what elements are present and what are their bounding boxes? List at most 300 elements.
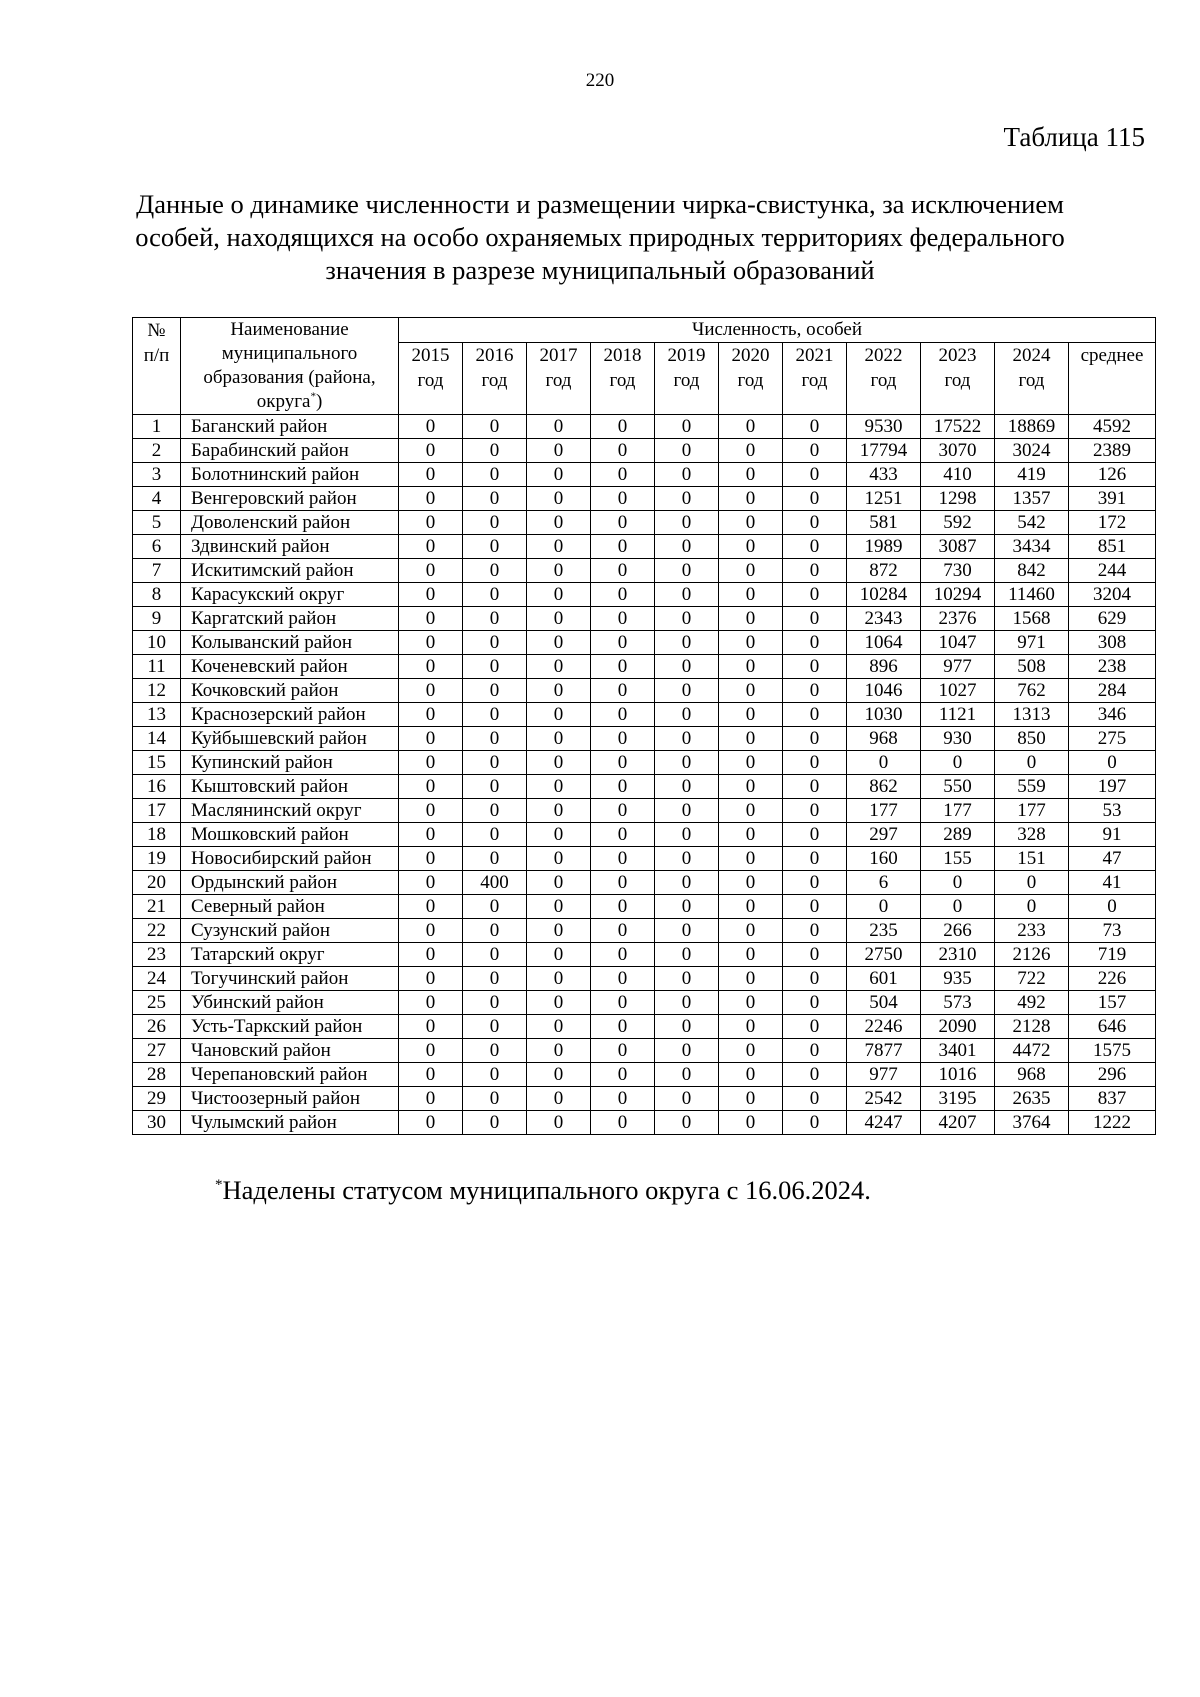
row-value: 3434 bbox=[995, 535, 1069, 559]
row-value: 0 bbox=[527, 847, 591, 871]
row-number: 24 bbox=[133, 967, 181, 991]
row-value: 0 bbox=[719, 967, 783, 991]
row-value: 0 bbox=[527, 679, 591, 703]
row-value: 297 bbox=[847, 823, 921, 847]
row-value: 0 bbox=[527, 583, 591, 607]
row-average: 275 bbox=[1069, 727, 1156, 751]
row-value: 0 bbox=[847, 751, 921, 775]
table-row bbox=[133, 631, 1156, 655]
row-value: 2750 bbox=[847, 943, 921, 967]
row-value: 0 bbox=[591, 655, 655, 679]
row-value: 1027 bbox=[921, 679, 995, 703]
row-value: 0 bbox=[399, 943, 463, 967]
row-value: 328 bbox=[995, 823, 1069, 847]
row-number: 16 bbox=[133, 775, 181, 799]
row-value: 0 bbox=[783, 967, 847, 991]
row-value: 0 bbox=[463, 919, 527, 943]
row-number: 23 bbox=[133, 943, 181, 967]
row-value: 6 bbox=[847, 871, 921, 895]
row-value: 0 bbox=[783, 1015, 847, 1039]
row-name: Черепановский район bbox=[181, 1063, 399, 1087]
row-value: 0 bbox=[655, 871, 719, 895]
row-name: Барабинский район bbox=[181, 439, 399, 463]
row-value: 0 bbox=[527, 895, 591, 919]
row-value: 0 bbox=[591, 1039, 655, 1063]
row-name: Кыштовский район bbox=[181, 775, 399, 799]
row-value: 0 bbox=[655, 679, 719, 703]
row-value: 0 bbox=[399, 463, 463, 487]
row-value: 3087 bbox=[921, 535, 995, 559]
row-average: 2389 bbox=[1069, 439, 1156, 463]
row-average: 4592 bbox=[1069, 415, 1156, 439]
row-value: 0 bbox=[719, 655, 783, 679]
row-name: Убинский район bbox=[181, 991, 399, 1015]
header-average: среднее bbox=[1069, 342, 1156, 414]
row-value: 0 bbox=[527, 799, 591, 823]
table-row bbox=[133, 1111, 1156, 1135]
row-value: 0 bbox=[399, 511, 463, 535]
row-value: 0 bbox=[591, 943, 655, 967]
table-row bbox=[133, 535, 1156, 559]
row-value: 0 bbox=[527, 631, 591, 655]
row-name: Кочковский район bbox=[181, 679, 399, 703]
row-value: 9530 bbox=[847, 415, 921, 439]
row-value: 177 bbox=[995, 799, 1069, 823]
row-value: 0 bbox=[783, 487, 847, 511]
row-value: 0 bbox=[463, 607, 527, 631]
row-value: 0 bbox=[399, 631, 463, 655]
table-title bbox=[120, 188, 1080, 287]
row-value: 0 bbox=[719, 919, 783, 943]
row-value: 0 bbox=[591, 535, 655, 559]
row-value: 0 bbox=[463, 1015, 527, 1039]
row-value: 0 bbox=[655, 823, 719, 847]
row-average: 346 bbox=[1069, 703, 1156, 727]
row-value: 0 bbox=[463, 439, 527, 463]
table-row bbox=[133, 415, 1156, 439]
row-average: 47 bbox=[1069, 847, 1156, 871]
row-number: 14 bbox=[133, 727, 181, 751]
row-value: 0 bbox=[463, 943, 527, 967]
row-value: 0 bbox=[399, 871, 463, 895]
row-value: 11460 bbox=[995, 583, 1069, 607]
row-average: 308 bbox=[1069, 631, 1156, 655]
row-value: 0 bbox=[591, 511, 655, 535]
row-value: 18869 bbox=[995, 415, 1069, 439]
table-row bbox=[133, 775, 1156, 799]
row-name: Искитимский район bbox=[181, 559, 399, 583]
row-value: 233 bbox=[995, 919, 1069, 943]
row-value: 0 bbox=[463, 535, 527, 559]
row-average: 851 bbox=[1069, 535, 1156, 559]
row-value: 1046 bbox=[847, 679, 921, 703]
row-value: 730 bbox=[921, 559, 995, 583]
row-value: 0 bbox=[655, 511, 719, 535]
row-value: 0 bbox=[783, 1039, 847, 1063]
row-number: 5 bbox=[133, 511, 181, 535]
row-value: 0 bbox=[591, 1087, 655, 1111]
row-number: 20 bbox=[133, 871, 181, 895]
row-value: 1313 bbox=[995, 703, 1069, 727]
row-value: 289 bbox=[921, 823, 995, 847]
row-number: 21 bbox=[133, 895, 181, 919]
row-value: 0 bbox=[527, 871, 591, 895]
row-value: 0 bbox=[527, 439, 591, 463]
row-value: 0 bbox=[399, 1087, 463, 1111]
row-value: 0 bbox=[591, 967, 655, 991]
row-value: 0 bbox=[527, 967, 591, 991]
row-value: 0 bbox=[655, 1087, 719, 1111]
row-value: 0 bbox=[527, 1015, 591, 1039]
row-value: 0 bbox=[719, 1111, 783, 1135]
row-value: 0 bbox=[591, 439, 655, 463]
header-year-2022: 2022 год bbox=[847, 342, 921, 414]
row-number: 30 bbox=[133, 1111, 181, 1135]
row-value: 0 bbox=[463, 703, 527, 727]
row-value: 0 bbox=[527, 1111, 591, 1135]
row-value: 0 bbox=[995, 751, 1069, 775]
row-value: 433 bbox=[847, 463, 921, 487]
row-value: 0 bbox=[527, 415, 591, 439]
row-value: 0 bbox=[399, 1063, 463, 1087]
row-value: 0 bbox=[783, 535, 847, 559]
row-value: 0 bbox=[655, 799, 719, 823]
row-value: 7877 bbox=[847, 1039, 921, 1063]
row-number: 9 bbox=[133, 607, 181, 631]
row-average: 837 bbox=[1069, 1087, 1156, 1111]
table-row bbox=[133, 583, 1156, 607]
row-value: 1568 bbox=[995, 607, 1069, 631]
row-value: 0 bbox=[783, 871, 847, 895]
row-value: 581 bbox=[847, 511, 921, 535]
row-average: 172 bbox=[1069, 511, 1156, 535]
row-value: 0 bbox=[463, 463, 527, 487]
row-value: 0 bbox=[463, 631, 527, 655]
row-value: 0 bbox=[719, 511, 783, 535]
row-value: 0 bbox=[399, 1111, 463, 1135]
row-average: 284 bbox=[1069, 679, 1156, 703]
row-average: 238 bbox=[1069, 655, 1156, 679]
row-value: 0 bbox=[463, 895, 527, 919]
row-value: 0 bbox=[527, 1087, 591, 1111]
row-value: 0 bbox=[463, 1039, 527, 1063]
row-average: 3204 bbox=[1069, 583, 1156, 607]
row-value: 0 bbox=[527, 991, 591, 1015]
row-value: 0 bbox=[719, 559, 783, 583]
row-value: 151 bbox=[995, 847, 1069, 871]
row-value: 2128 bbox=[995, 1015, 1069, 1039]
row-value: 0 bbox=[591, 1015, 655, 1039]
row-value: 0 bbox=[527, 463, 591, 487]
footnote-text: Наделены статусом муниципального округа с 16.06.2024. bbox=[222, 1175, 871, 1205]
row-value: 0 bbox=[719, 631, 783, 655]
row-value: 0 bbox=[655, 1063, 719, 1087]
row-value: 2343 bbox=[847, 607, 921, 631]
row-value: 0 bbox=[527, 607, 591, 631]
row-value: 0 bbox=[463, 487, 527, 511]
row-value: 0 bbox=[719, 775, 783, 799]
row-value: 0 bbox=[847, 895, 921, 919]
row-value: 930 bbox=[921, 727, 995, 751]
row-name: Болотнинский район bbox=[181, 463, 399, 487]
row-value: 0 bbox=[399, 823, 463, 847]
row-value: 0 bbox=[655, 439, 719, 463]
row-value: 0 bbox=[655, 559, 719, 583]
row-number: 10 bbox=[133, 631, 181, 655]
row-average: 629 bbox=[1069, 607, 1156, 631]
row-value: 0 bbox=[463, 1111, 527, 1135]
row-value: 0 bbox=[591, 559, 655, 583]
row-number: 12 bbox=[133, 679, 181, 703]
row-value: 550 bbox=[921, 775, 995, 799]
row-value: 0 bbox=[399, 1015, 463, 1039]
row-value: 0 bbox=[719, 847, 783, 871]
row-value: 0 bbox=[655, 631, 719, 655]
row-value: 0 bbox=[527, 1039, 591, 1063]
row-value: 0 bbox=[783, 823, 847, 847]
row-value: 0 bbox=[719, 439, 783, 463]
row-value: 0 bbox=[463, 847, 527, 871]
row-value: 896 bbox=[847, 655, 921, 679]
header-year-2023: 2023 год bbox=[921, 342, 995, 414]
row-value: 0 bbox=[463, 1063, 527, 1087]
row-value: 1016 bbox=[921, 1063, 995, 1087]
row-value: 0 bbox=[591, 631, 655, 655]
row-value: 0 bbox=[399, 967, 463, 991]
row-value: 0 bbox=[463, 655, 527, 679]
row-value: 0 bbox=[719, 679, 783, 703]
table-row bbox=[133, 967, 1156, 991]
row-value: 0 bbox=[783, 1087, 847, 1111]
row-value: 0 bbox=[655, 1015, 719, 1039]
row-value: 2376 bbox=[921, 607, 995, 631]
row-value: 0 bbox=[719, 703, 783, 727]
row-value: 971 bbox=[995, 631, 1069, 655]
row-number: 25 bbox=[133, 991, 181, 1015]
row-value: 0 bbox=[463, 991, 527, 1015]
row-average: 646 bbox=[1069, 1015, 1156, 1039]
row-number: 6 bbox=[133, 535, 181, 559]
row-value: 0 bbox=[399, 487, 463, 511]
row-value: 17522 bbox=[921, 415, 995, 439]
row-name: Ордынский район bbox=[181, 871, 399, 895]
row-average: 296 bbox=[1069, 1063, 1156, 1087]
row-value: 0 bbox=[399, 415, 463, 439]
row-value: 0 bbox=[655, 655, 719, 679]
row-value: 0 bbox=[719, 991, 783, 1015]
row-value: 0 bbox=[527, 823, 591, 847]
row-value: 0 bbox=[399, 799, 463, 823]
row-value: 0 bbox=[591, 871, 655, 895]
table-row bbox=[133, 463, 1156, 487]
header-group: Численность, особей bbox=[399, 318, 1156, 343]
row-value: 592 bbox=[921, 511, 995, 535]
row-value: 1989 bbox=[847, 535, 921, 559]
header-year-2021: 2021 год bbox=[783, 342, 847, 414]
row-number: 2 bbox=[133, 439, 181, 463]
row-value: 0 bbox=[655, 703, 719, 727]
table-row bbox=[133, 799, 1156, 823]
row-name: Мошковский район bbox=[181, 823, 399, 847]
row-average: 53 bbox=[1069, 799, 1156, 823]
row-value: 0 bbox=[719, 751, 783, 775]
row-value: 4247 bbox=[847, 1111, 921, 1135]
row-value: 0 bbox=[719, 463, 783, 487]
row-value: 1298 bbox=[921, 487, 995, 511]
row-value: 0 bbox=[783, 655, 847, 679]
row-value: 0 bbox=[527, 559, 591, 583]
row-name: Венгеровский район bbox=[181, 487, 399, 511]
row-value: 0 bbox=[463, 583, 527, 607]
row-name: Куйбышевский район bbox=[181, 727, 399, 751]
row-value: 0 bbox=[527, 919, 591, 943]
row-value: 0 bbox=[921, 895, 995, 919]
row-value: 10284 bbox=[847, 583, 921, 607]
table-row bbox=[133, 703, 1156, 727]
row-value: 0 bbox=[527, 775, 591, 799]
row-value: 2635 bbox=[995, 1087, 1069, 1111]
row-value: 0 bbox=[591, 895, 655, 919]
table-row bbox=[133, 1015, 1156, 1039]
row-value: 0 bbox=[399, 583, 463, 607]
header-year-2024: 2024 год bbox=[995, 342, 1069, 414]
row-value: 722 bbox=[995, 967, 1069, 991]
table-row bbox=[133, 871, 1156, 895]
row-value: 0 bbox=[719, 895, 783, 919]
row-value: 0 bbox=[527, 511, 591, 535]
row-average: 1575 bbox=[1069, 1039, 1156, 1063]
row-value: 935 bbox=[921, 967, 995, 991]
row-value: 0 bbox=[655, 919, 719, 943]
row-value: 0 bbox=[719, 1015, 783, 1039]
row-value: 0 bbox=[399, 439, 463, 463]
row-average: 244 bbox=[1069, 559, 1156, 583]
row-value: 0 bbox=[719, 535, 783, 559]
row-value: 177 bbox=[847, 799, 921, 823]
row-value: 862 bbox=[847, 775, 921, 799]
title-line-2: особей, находящихся на особо охраняемых природных территориях федерального bbox=[135, 222, 1065, 252]
row-value: 0 bbox=[783, 751, 847, 775]
row-value: 0 bbox=[527, 655, 591, 679]
row-value: 0 bbox=[527, 535, 591, 559]
row-value: 0 bbox=[719, 1039, 783, 1063]
row-value: 0 bbox=[783, 991, 847, 1015]
row-value: 1064 bbox=[847, 631, 921, 655]
row-name: Тогучинский район bbox=[181, 967, 399, 991]
row-number: 7 bbox=[133, 559, 181, 583]
row-value: 0 bbox=[719, 727, 783, 751]
row-value: 0 bbox=[655, 967, 719, 991]
row-value: 0 bbox=[399, 1039, 463, 1063]
row-value: 0 bbox=[719, 823, 783, 847]
row-average: 0 bbox=[1069, 751, 1156, 775]
row-value: 0 bbox=[783, 631, 847, 655]
row-value: 0 bbox=[655, 751, 719, 775]
row-number: 3 bbox=[133, 463, 181, 487]
row-number: 22 bbox=[133, 919, 181, 943]
row-name: Сузунский район bbox=[181, 919, 399, 943]
row-value: 0 bbox=[655, 895, 719, 919]
row-value: 0 bbox=[783, 511, 847, 535]
row-value: 0 bbox=[783, 1063, 847, 1087]
table-row bbox=[133, 487, 1156, 511]
table-row bbox=[133, 655, 1156, 679]
row-average: 73 bbox=[1069, 919, 1156, 943]
row-value: 2126 bbox=[995, 943, 1069, 967]
table-row bbox=[133, 943, 1156, 967]
footnote-marker: * bbox=[310, 390, 316, 403]
page-number: 220 bbox=[585, 70, 615, 91]
row-value: 0 bbox=[921, 751, 995, 775]
header-year-2015: 2015 год bbox=[399, 342, 463, 414]
row-value: 0 bbox=[591, 727, 655, 751]
row-value: 0 bbox=[719, 799, 783, 823]
row-value: 504 bbox=[847, 991, 921, 1015]
row-value: 0 bbox=[399, 607, 463, 631]
row-value: 2310 bbox=[921, 943, 995, 967]
row-value: 0 bbox=[995, 871, 1069, 895]
table-row bbox=[133, 895, 1156, 919]
row-value: 0 bbox=[719, 943, 783, 967]
row-value: 762 bbox=[995, 679, 1069, 703]
header-year-2018: 2018 год bbox=[591, 342, 655, 414]
row-value: 155 bbox=[921, 847, 995, 871]
row-value: 0 bbox=[463, 751, 527, 775]
row-value: 0 bbox=[783, 775, 847, 799]
row-average: 197 bbox=[1069, 775, 1156, 799]
table-row bbox=[133, 1063, 1156, 1087]
row-number: 15 bbox=[133, 751, 181, 775]
row-average: 719 bbox=[1069, 943, 1156, 967]
row-value: 872 bbox=[847, 559, 921, 583]
row-value: 0 bbox=[463, 511, 527, 535]
row-value: 0 bbox=[783, 727, 847, 751]
title-line-3: значения в разрезе муниципальный образований bbox=[325, 255, 875, 285]
row-value: 0 bbox=[591, 583, 655, 607]
table-row bbox=[133, 991, 1156, 1015]
table-row bbox=[133, 1039, 1156, 1063]
row-value: 0 bbox=[591, 847, 655, 871]
row-number: 19 bbox=[133, 847, 181, 871]
row-value: 0 bbox=[655, 991, 719, 1015]
row-name: Каргатский район bbox=[181, 607, 399, 631]
table-row bbox=[133, 559, 1156, 583]
row-name: Чулымский район bbox=[181, 1111, 399, 1135]
row-value: 0 bbox=[527, 1063, 591, 1087]
row-name: Усть-Таркский район bbox=[181, 1015, 399, 1039]
table-row bbox=[133, 679, 1156, 703]
row-number: 11 bbox=[133, 655, 181, 679]
row-value: 4472 bbox=[995, 1039, 1069, 1063]
row-name: Баганский район bbox=[181, 415, 399, 439]
row-name: Татарский округ bbox=[181, 943, 399, 967]
row-average: 0 bbox=[1069, 895, 1156, 919]
row-value: 0 bbox=[463, 415, 527, 439]
row-value: 0 bbox=[921, 871, 995, 895]
row-value: 0 bbox=[655, 487, 719, 511]
row-value: 0 bbox=[399, 655, 463, 679]
header-year-2017: 2017 год bbox=[527, 342, 591, 414]
table-row bbox=[133, 439, 1156, 463]
row-value: 0 bbox=[783, 895, 847, 919]
row-value: 419 bbox=[995, 463, 1069, 487]
row-name: Маслянинский округ bbox=[181, 799, 399, 823]
row-value: 4207 bbox=[921, 1111, 995, 1135]
row-value: 0 bbox=[399, 703, 463, 727]
row-value: 0 bbox=[783, 799, 847, 823]
row-number: 27 bbox=[133, 1039, 181, 1063]
row-number: 28 bbox=[133, 1063, 181, 1087]
